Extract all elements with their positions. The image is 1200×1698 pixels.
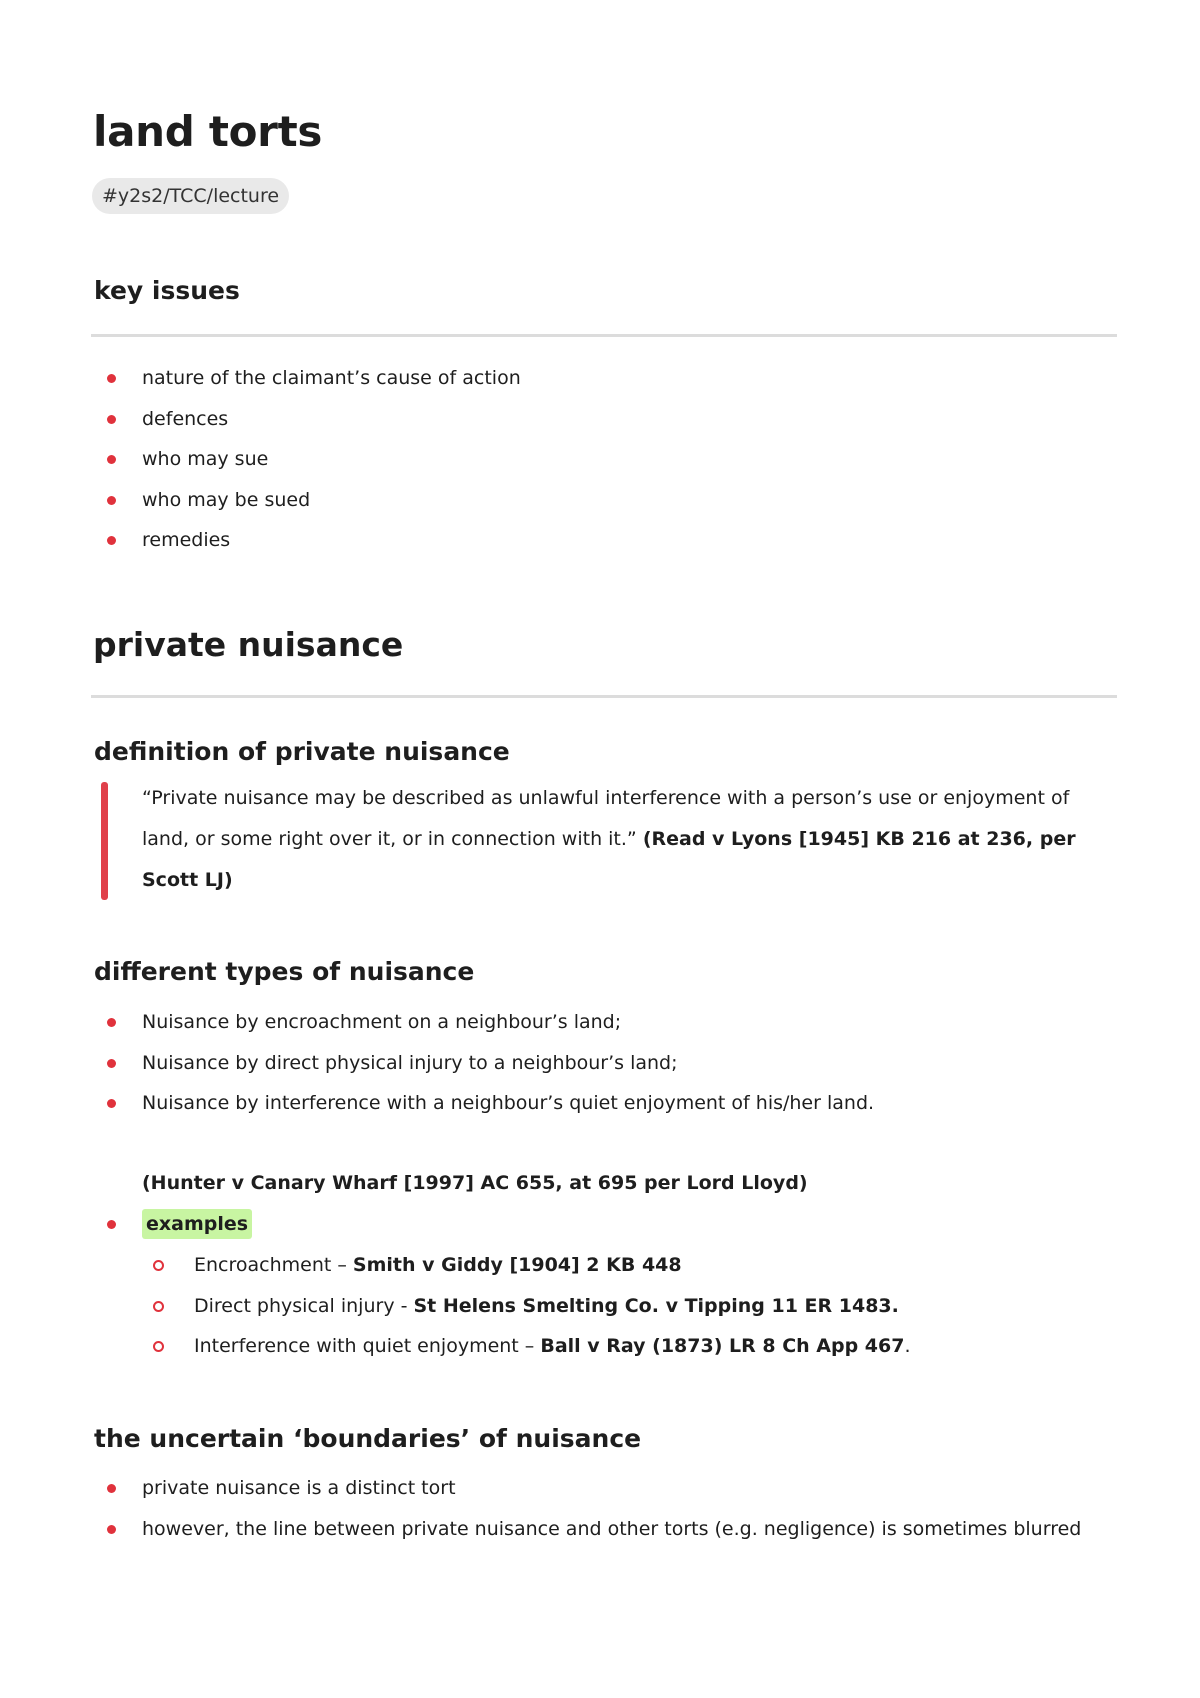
private-nuisance-heading: private nuisance (93, 625, 404, 664)
boundaries-heading: the uncertain ‘boundaries’ of nuisance (94, 1424, 642, 1453)
list-item: Nuisance by direct physical injury to a neighbour’s land; (93, 1043, 1113, 1084)
tag-pill[interactable]: #y2s2/TCC/lecture (92, 178, 289, 214)
examples-label: examples (142, 1209, 252, 1239)
types-citation: (Hunter v Canary Wharf [1997] AC 655, at 695 per Lord Lloyd) (142, 1172, 808, 1194)
private-nuisance-divider (91, 695, 1117, 698)
bullet-icon (107, 374, 116, 383)
key-issues-list (93, 358, 1113, 561)
examples-sub-list (142, 1245, 1112, 1367)
bullet-icon (107, 1059, 116, 1068)
list-item: defences (93, 399, 1113, 440)
definition-quote (142, 778, 1122, 901)
bullet-icon (107, 496, 116, 505)
bullet-icon (107, 1018, 116, 1027)
bullet-icon (107, 455, 116, 464)
sub-bullet-icon (153, 1341, 164, 1352)
list-item: who may be sued (93, 480, 1113, 521)
list-item: Direct physical injury - St Helens Smelting Co. v Tipping 11 ER 1483. (142, 1286, 1112, 1327)
key-issues-heading: key issues (94, 276, 240, 305)
sub-bullet-icon (153, 1260, 164, 1271)
page-title: land torts (93, 107, 323, 156)
quote-bar (101, 782, 108, 900)
key-issues-divider (91, 334, 1117, 337)
quote-text: “Private nuisance may be described as unlawful interference with a person’s use or enjoyment of land, or some right over it, or in connection with it.” (142, 787, 1070, 850)
bullet-icon (107, 1099, 116, 1108)
examples-list (93, 1204, 1113, 1245)
list-item: Nuisance by encroachment on a neighbour’s land; (93, 1002, 1113, 1043)
list-item: Nuisance by interference with a neighbour’s quiet enjoyment of his/her land. (93, 1083, 1113, 1124)
list-item: Interference with quiet enjoyment – Ball v Ray (1873) LR 8 Ch App 467. (142, 1326, 1112, 1367)
list-item: however, the line between private nuisance and other torts (e.g. negligence) is sometimes blurred (93, 1509, 1093, 1550)
definition-heading: definition of private nuisance (94, 737, 510, 766)
bullet-icon (107, 1484, 116, 1493)
bullet-icon (107, 415, 116, 424)
list-item: private nuisance is a distinct tort (93, 1468, 1093, 1509)
types-list (93, 1002, 1113, 1124)
boundaries-list (93, 1468, 1093, 1549)
list-item: Encroachment – Smith v Giddy [1904] 2 KB 448 (142, 1245, 1112, 1286)
sub-bullet-icon (153, 1301, 164, 1312)
list-item: nature of the claimant’s cause of action (93, 358, 1113, 399)
list-item (93, 1204, 1113, 1245)
bullet-icon (107, 1220, 116, 1229)
list-item: who may sue (93, 439, 1113, 480)
types-heading: different types of nuisance (94, 957, 475, 986)
list-item: remedies (93, 520, 1113, 561)
quote-citation: (Read v Lyons [1945] KB 216 at 236, per Scott LJ) (142, 828, 1076, 891)
bullet-icon (107, 536, 116, 545)
bullet-icon (107, 1525, 116, 1534)
